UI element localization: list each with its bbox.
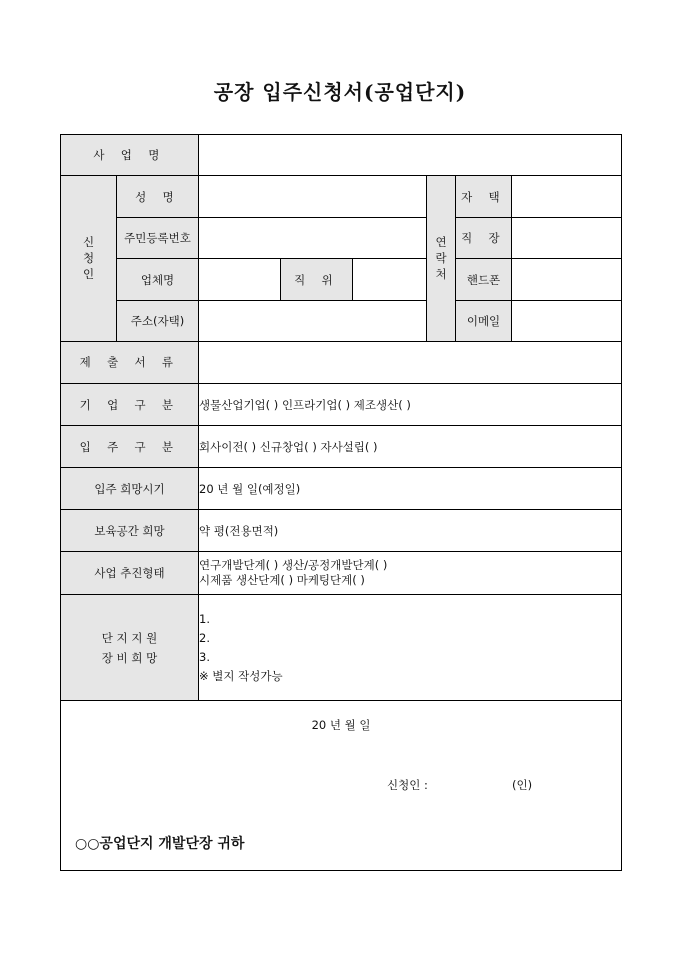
business-name-label: 사 업 명 xyxy=(61,135,199,176)
company-field[interactable] xyxy=(199,259,281,300)
resident-number-field[interactable] xyxy=(199,218,427,259)
equipment-item-3: 3. xyxy=(199,649,210,664)
applicant-label: 신청인 xyxy=(61,176,117,342)
documents-field[interactable] xyxy=(199,341,622,383)
resident-number-label: 주민등록번호 xyxy=(117,218,199,259)
address-label: 주소(자택) xyxy=(117,300,199,341)
space-label: 보육공간 희망 xyxy=(61,510,199,551)
name-field[interactable] xyxy=(199,176,427,218)
equipment-label: 단 지 지 원 장 비 희 망 xyxy=(61,594,199,700)
email-field[interactable] xyxy=(512,300,622,341)
stage-options-line-2: 시제품 생산단계( ) 마케팅단계( ) xyxy=(199,572,365,587)
business-name-field[interactable] xyxy=(199,135,622,176)
move-in-type-options[interactable]: 회사이전( ) 신규창업( ) 자사설립( ) xyxy=(199,426,622,468)
mobile-field[interactable] xyxy=(512,259,622,300)
work-phone-field[interactable] xyxy=(512,218,622,259)
contact-label: 연락처 xyxy=(427,176,456,342)
mobile-label: 핸드폰 xyxy=(456,259,512,300)
stage-options-line-1: 연구개발단계( ) 생산/공정개발단계( ) xyxy=(199,557,388,572)
position-field[interactable] xyxy=(353,259,427,300)
work-phone-label: 직 장 xyxy=(456,218,512,259)
home-phone-label: 자 택 xyxy=(456,176,512,218)
stage-options[interactable] xyxy=(199,551,622,594)
desired-time-field[interactable]: 20 년 월 일(예정일) xyxy=(199,468,622,510)
position-label: 직 위 xyxy=(281,259,353,300)
address-field[interactable] xyxy=(199,300,427,341)
equipment-note: ※ 별지 작성가능 xyxy=(199,668,283,683)
documents-label: 제 출 서 류 xyxy=(61,341,199,383)
home-phone-field[interactable] xyxy=(512,176,622,218)
signature-date[interactable]: 20 년 월 일 xyxy=(311,718,371,733)
move-in-type-label: 입 주 구 분 xyxy=(61,426,199,468)
addressee: ○○공업단지 개발단장 귀하 xyxy=(75,836,245,853)
company-type-options[interactable]: 생물산업기업( ) 인프라기업( ) 제조생산( ) xyxy=(199,383,622,425)
email-label: 이메일 xyxy=(456,300,512,341)
form-title: 공장 입주신청서(공업단지) xyxy=(213,80,467,104)
company-label: 업체명 xyxy=(117,259,199,300)
application-form xyxy=(60,134,622,871)
signature-section xyxy=(61,701,622,871)
equipment-field[interactable] xyxy=(199,594,622,700)
space-field[interactable]: 약 평(전용면적) xyxy=(199,510,622,551)
applicant-signature-label: 신청인 : xyxy=(387,778,428,793)
stage-label: 사업 추진형태 xyxy=(61,551,199,594)
equipment-item-1: 1. xyxy=(199,611,210,626)
name-label: 성 명 xyxy=(117,176,199,218)
seal-mark[interactable]: (인) xyxy=(512,778,533,793)
equipment-item-2: 2. xyxy=(199,630,210,645)
company-type-label: 기 업 구 분 xyxy=(61,383,199,425)
desired-time-label: 입주 희망시기 xyxy=(61,468,199,510)
